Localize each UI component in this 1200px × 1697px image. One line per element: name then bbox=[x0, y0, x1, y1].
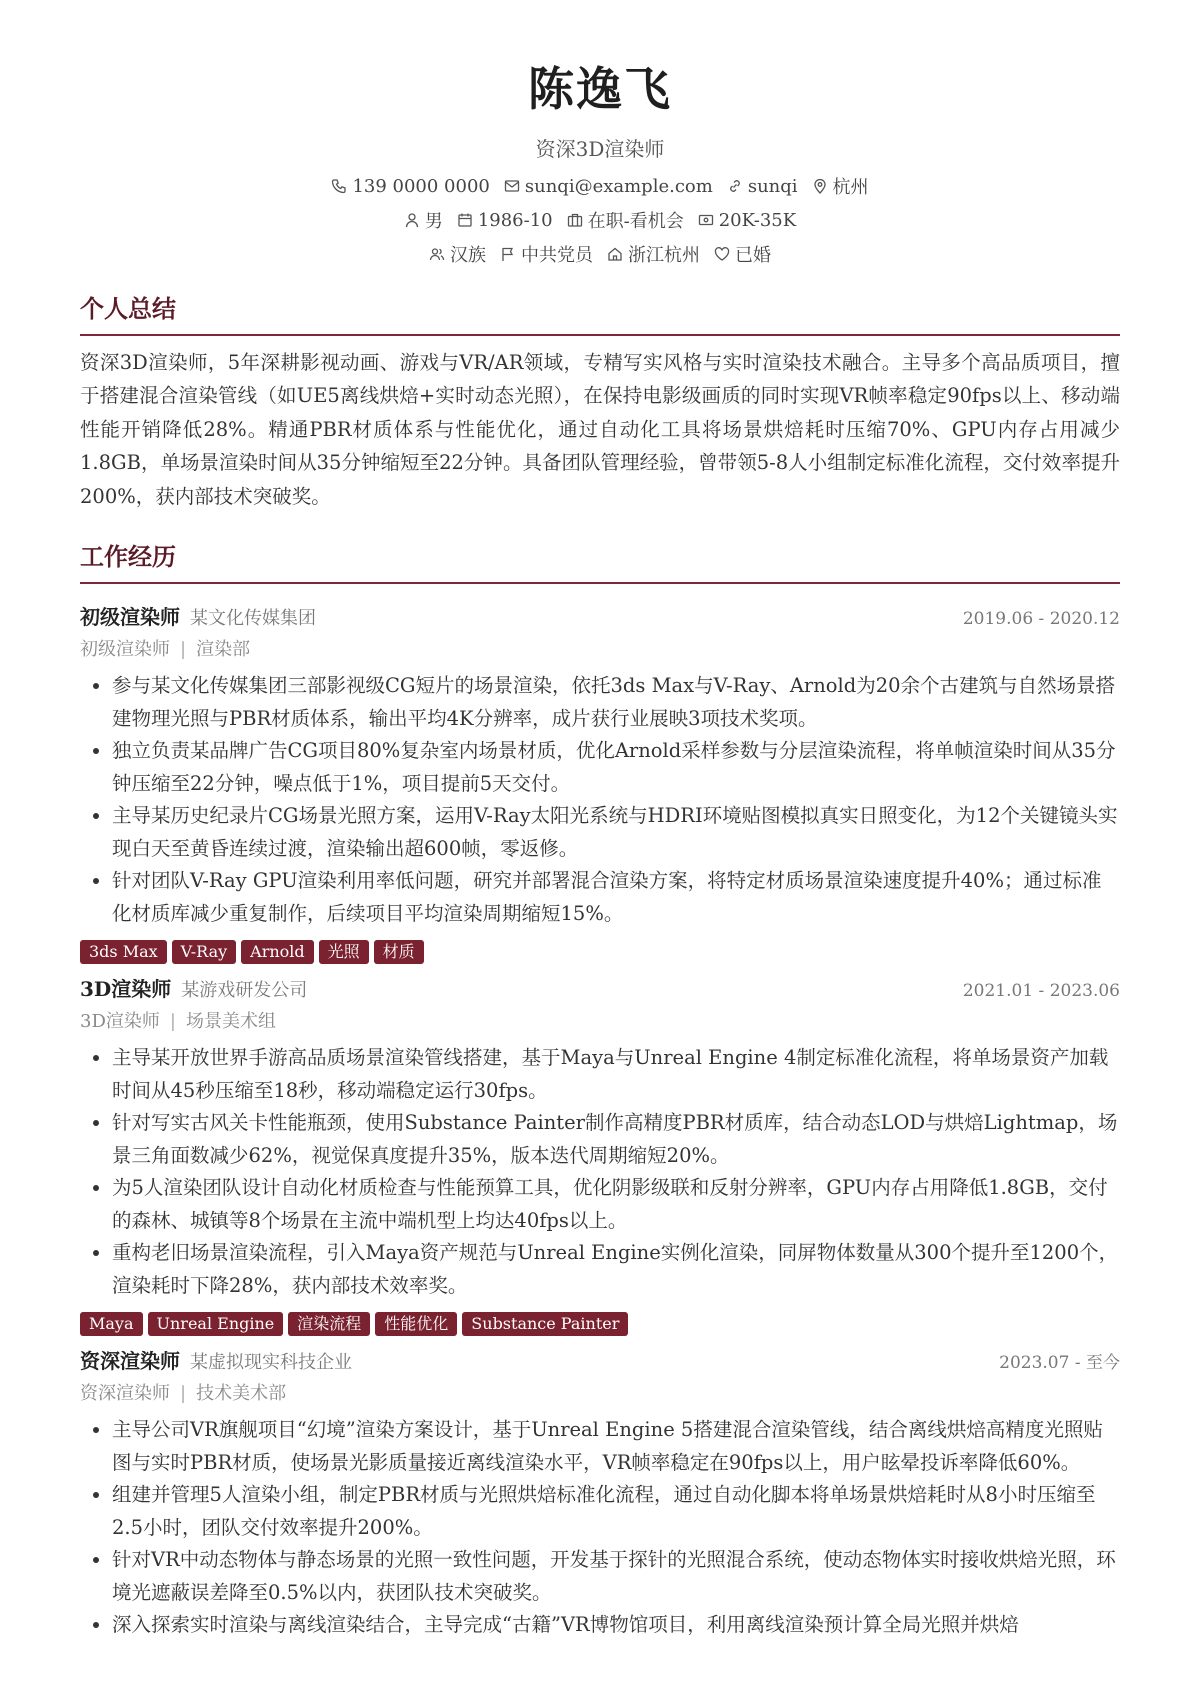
skill-tag: 3ds Max bbox=[80, 940, 167, 964]
calendar-icon bbox=[457, 212, 473, 228]
bullet-item: • 主导某开放世界手游高品质场景渲染管线搭建，基于Maya与Unreal Engine 4制定标准化流程，将单场景资产加载时间从45秒压缩至18秒，移动端稳定运行30fps。 bbox=[112, 1042, 1120, 1107]
summary-text: 资深3D渲染师，5年深耕影视动画、游戏与VR/AR领域，专精写实风格与实时渲染技术融合。主导多个高品质项目，擅于搭建混合渲染管线（如UE5离线烘焙+实时动态光照），在保持电影级画质的同时实现VR帧率稳定90fps以上、移动端性能开销降低28%。精通PBR材质体系与性能优化，通过自动化工具将场景烘焙耗时压缩70%、GPU内存占用减少1.8GB，单场景渲染时间从35分钟缩短至22分钟。具备团队管理经验，曾带领5-8人小组制定标准化流程，交付效率提升200%，获内部技术突破奖。 bbox=[80, 350, 1120, 508]
job-entry bbox=[80, 1344, 1120, 1642]
job-position-line bbox=[80, 634, 1120, 666]
politics-item bbox=[500, 241, 593, 267]
phone-item[interactable] bbox=[331, 176, 489, 197]
job-header bbox=[80, 600, 1120, 634]
job-bullets bbox=[80, 1042, 1120, 1302]
gender-item bbox=[404, 207, 443, 233]
job-date: 2023.07 - 至今 bbox=[999, 1353, 1120, 1374]
bullet-item: • 重构老旧场景渲染流程，引入Maya资产规范与Unreal Engine实例化渲染，同屏物体数量从300个提升至1200个，渲染耗时下降28%，获内部技术效率奖。 bbox=[112, 1237, 1120, 1302]
hometown-item bbox=[607, 241, 700, 267]
gender-text: 男 bbox=[424, 211, 443, 233]
bullet-item: • 独立负责某品牌广告CG项目80%复杂室内场景材质，优化Arnold采样参数与分层渲染流程，将单帧渲染时间从35分钟压缩至22分钟，噪点低于1%，项目提前5天交付。 bbox=[112, 735, 1120, 800]
summary-section bbox=[80, 295, 1120, 513]
skill-tag: Arnold bbox=[241, 940, 314, 964]
personal-row bbox=[0, 237, 1200, 271]
bullet-item: • 针对VR中动态物体与静态场景的光照一致性问题，开发基于探针的光照混合系统，使动态物体实时接收烘焙光照，环境光遮蔽误差降至0.5%以内，获团队技术突破奖。 bbox=[112, 1544, 1120, 1609]
job-header bbox=[80, 972, 1120, 1006]
skill-tag: 渲染流程 bbox=[288, 1312, 370, 1336]
job-header bbox=[80, 1344, 1120, 1378]
bullet-item: • 主导某历史纪录片CG场景光照方案，运用V-Ray太阳光系统与HDRI环境贴图模拟真实日照变化，为12个关键镜头实现白天至黄昏连续过渡，渲染输出超600帧，零返修。 bbox=[112, 800, 1120, 865]
experience-heading: 工作经历 bbox=[80, 543, 1120, 584]
bullet-item: • 组建并管理5人渲染小组，制定PBR材质与光照烘焙标准化流程，通过自动化脚本将单场景烘焙耗时从8小时压缩至2.5小时，团队交付效率提升200%。 bbox=[112, 1479, 1120, 1544]
job-role: 初级渲染师 bbox=[80, 605, 180, 630]
skill-tag: V-Ray bbox=[172, 940, 236, 964]
job-date: 2021.01 - 2023.06 bbox=[962, 981, 1120, 1002]
candidate-title: 资深3D渲染师 bbox=[535, 137, 665, 162]
job-bullets bbox=[80, 670, 1120, 930]
job-date: 2019.06 - 2020.12 bbox=[962, 609, 1120, 630]
email-item[interactable] bbox=[504, 176, 713, 197]
separator: | bbox=[180, 1383, 187, 1405]
salary-text: 20K-35K bbox=[718, 209, 797, 231]
users-icon bbox=[429, 246, 445, 262]
candidate-name: 陈逸飞 bbox=[528, 62, 672, 116]
job-company: 某游戏研发公司 bbox=[181, 980, 308, 1002]
marital-item bbox=[714, 241, 771, 267]
job-entry bbox=[80, 600, 1120, 964]
job-position: 3D渲染师 bbox=[80, 1011, 160, 1033]
politics-text: 中共党员 bbox=[521, 245, 593, 267]
bullet-item: • 针对团队V-Ray GPU渲染利用率低问题，研究并部署混合渲染方案，将特定材质场景渲染速度提升40%；通过标准化材质库减少重复制作，后续项目平均渲染周期缩短15%。 bbox=[112, 865, 1120, 930]
ethnicity-item bbox=[429, 241, 486, 267]
wechat-text: sunqi bbox=[747, 175, 798, 197]
city-item bbox=[812, 173, 869, 199]
ethnicity-text: 汉族 bbox=[450, 245, 486, 267]
job-entry bbox=[80, 972, 1120, 1336]
skill-tag: 材质 bbox=[374, 940, 424, 964]
job-company: 某虚拟现实科技企业 bbox=[190, 1352, 352, 1374]
city-text: 杭州 bbox=[832, 177, 869, 199]
marital-text: 已婚 bbox=[735, 245, 771, 267]
job-role: 3D渲染师 bbox=[80, 977, 172, 1002]
skill-tag: Maya bbox=[80, 1312, 143, 1336]
job-dept: 场景美术组 bbox=[185, 1011, 276, 1033]
hometown-text: 浙江杭州 bbox=[628, 245, 700, 267]
salary-item bbox=[698, 210, 796, 231]
job-role: 资深渲染师 bbox=[80, 1349, 180, 1374]
money-icon bbox=[698, 212, 714, 228]
bullet-item: • 针对写实古风关卡性能瓶颈，使用Substance Painter制作高精度PBR材质库，结合动态LOD与烘焙Lightmap，场景三角面数减少62%，视觉保真度提升35%，版本迭代周期缩短20%。 bbox=[112, 1107, 1120, 1172]
resume-header bbox=[0, 0, 1200, 271]
summary-heading: 个人总结 bbox=[80, 295, 1120, 336]
wechat-item[interactable] bbox=[727, 176, 798, 197]
job-bullets bbox=[80, 1414, 1120, 1642]
status-text: 在职-看机会 bbox=[587, 211, 684, 233]
skill-tag: 性能优化 bbox=[375, 1312, 457, 1336]
location-pin-icon bbox=[812, 178, 828, 194]
experience-section bbox=[80, 543, 1120, 1641]
status-item bbox=[567, 207, 684, 233]
skill-tag: 光照 bbox=[319, 940, 369, 964]
skill-tags bbox=[80, 1312, 1120, 1336]
birth-item bbox=[457, 210, 553, 231]
profile-row bbox=[0, 203, 1200, 237]
bullet-item: • 深入探索实时渲染与离线渲染结合，主导完成“古籍”VR博物馆项目，利用离线渲染预计算全局光照并烘焙 bbox=[112, 1609, 1120, 1642]
bullet-item: • 主导公司VR旗舰项目“幻境”渲染方案设计，基于Unreal Engine 5搭建混合渲染管线，结合离线烘焙高精度光照贴图与实时PBR材质，使场景光影质量接近离线渲染水平，VR帧率稳定在90fps以上，用户眩晕投诉率降低60%。 bbox=[112, 1414, 1120, 1479]
flag-icon bbox=[500, 246, 516, 262]
phone-text: 139 0000 0000 bbox=[352, 175, 490, 197]
phone-icon bbox=[331, 178, 347, 194]
job-position: 初级渲染师 bbox=[80, 639, 170, 661]
separator: | bbox=[169, 1011, 176, 1033]
job-position-line bbox=[80, 1378, 1120, 1410]
job-position: 资深渲染师 bbox=[80, 1383, 170, 1405]
bullet-item: • 为5人渲染团队设计自动化材质检查与性能预算工具，优化阴影级联和反射分辨率，GPU内存占用降低1.8GB，交付的森林、城镇等8个场景在主流中端机型上均达40fps以上。 bbox=[112, 1172, 1120, 1237]
contact-row bbox=[0, 169, 1200, 203]
job-dept: 渲染部 bbox=[196, 639, 251, 661]
mail-icon bbox=[504, 178, 520, 194]
email-text: sunqi@example.com bbox=[524, 175, 713, 197]
job-position-line bbox=[80, 1006, 1120, 1038]
job-list bbox=[80, 600, 1120, 1642]
job-company: 某文化传媒集团 bbox=[190, 608, 316, 630]
skill-tags bbox=[80, 940, 1120, 964]
link-icon bbox=[727, 178, 743, 194]
heart-icon bbox=[714, 246, 730, 262]
home-icon bbox=[607, 246, 623, 262]
briefcase-icon bbox=[567, 212, 583, 228]
skill-tag: Unreal Engine bbox=[148, 1312, 284, 1336]
job-dept: 技术美术部 bbox=[196, 1383, 287, 1405]
skill-tag: Substance Painter bbox=[462, 1312, 628, 1336]
separator: | bbox=[180, 639, 187, 661]
bullet-item: • 参与某文化传媒集团三部影视级CG短片的场景渲染，依托3ds Max与V-Ray、Arnold为20余个古建筑与自然场景搭建物理光照与PBR材质体系，输出平均4K分辨率，成片获行业展映3项技术奖项。 bbox=[112, 670, 1120, 735]
birth-text: 1986-10 bbox=[477, 209, 553, 231]
user-icon bbox=[404, 212, 420, 228]
